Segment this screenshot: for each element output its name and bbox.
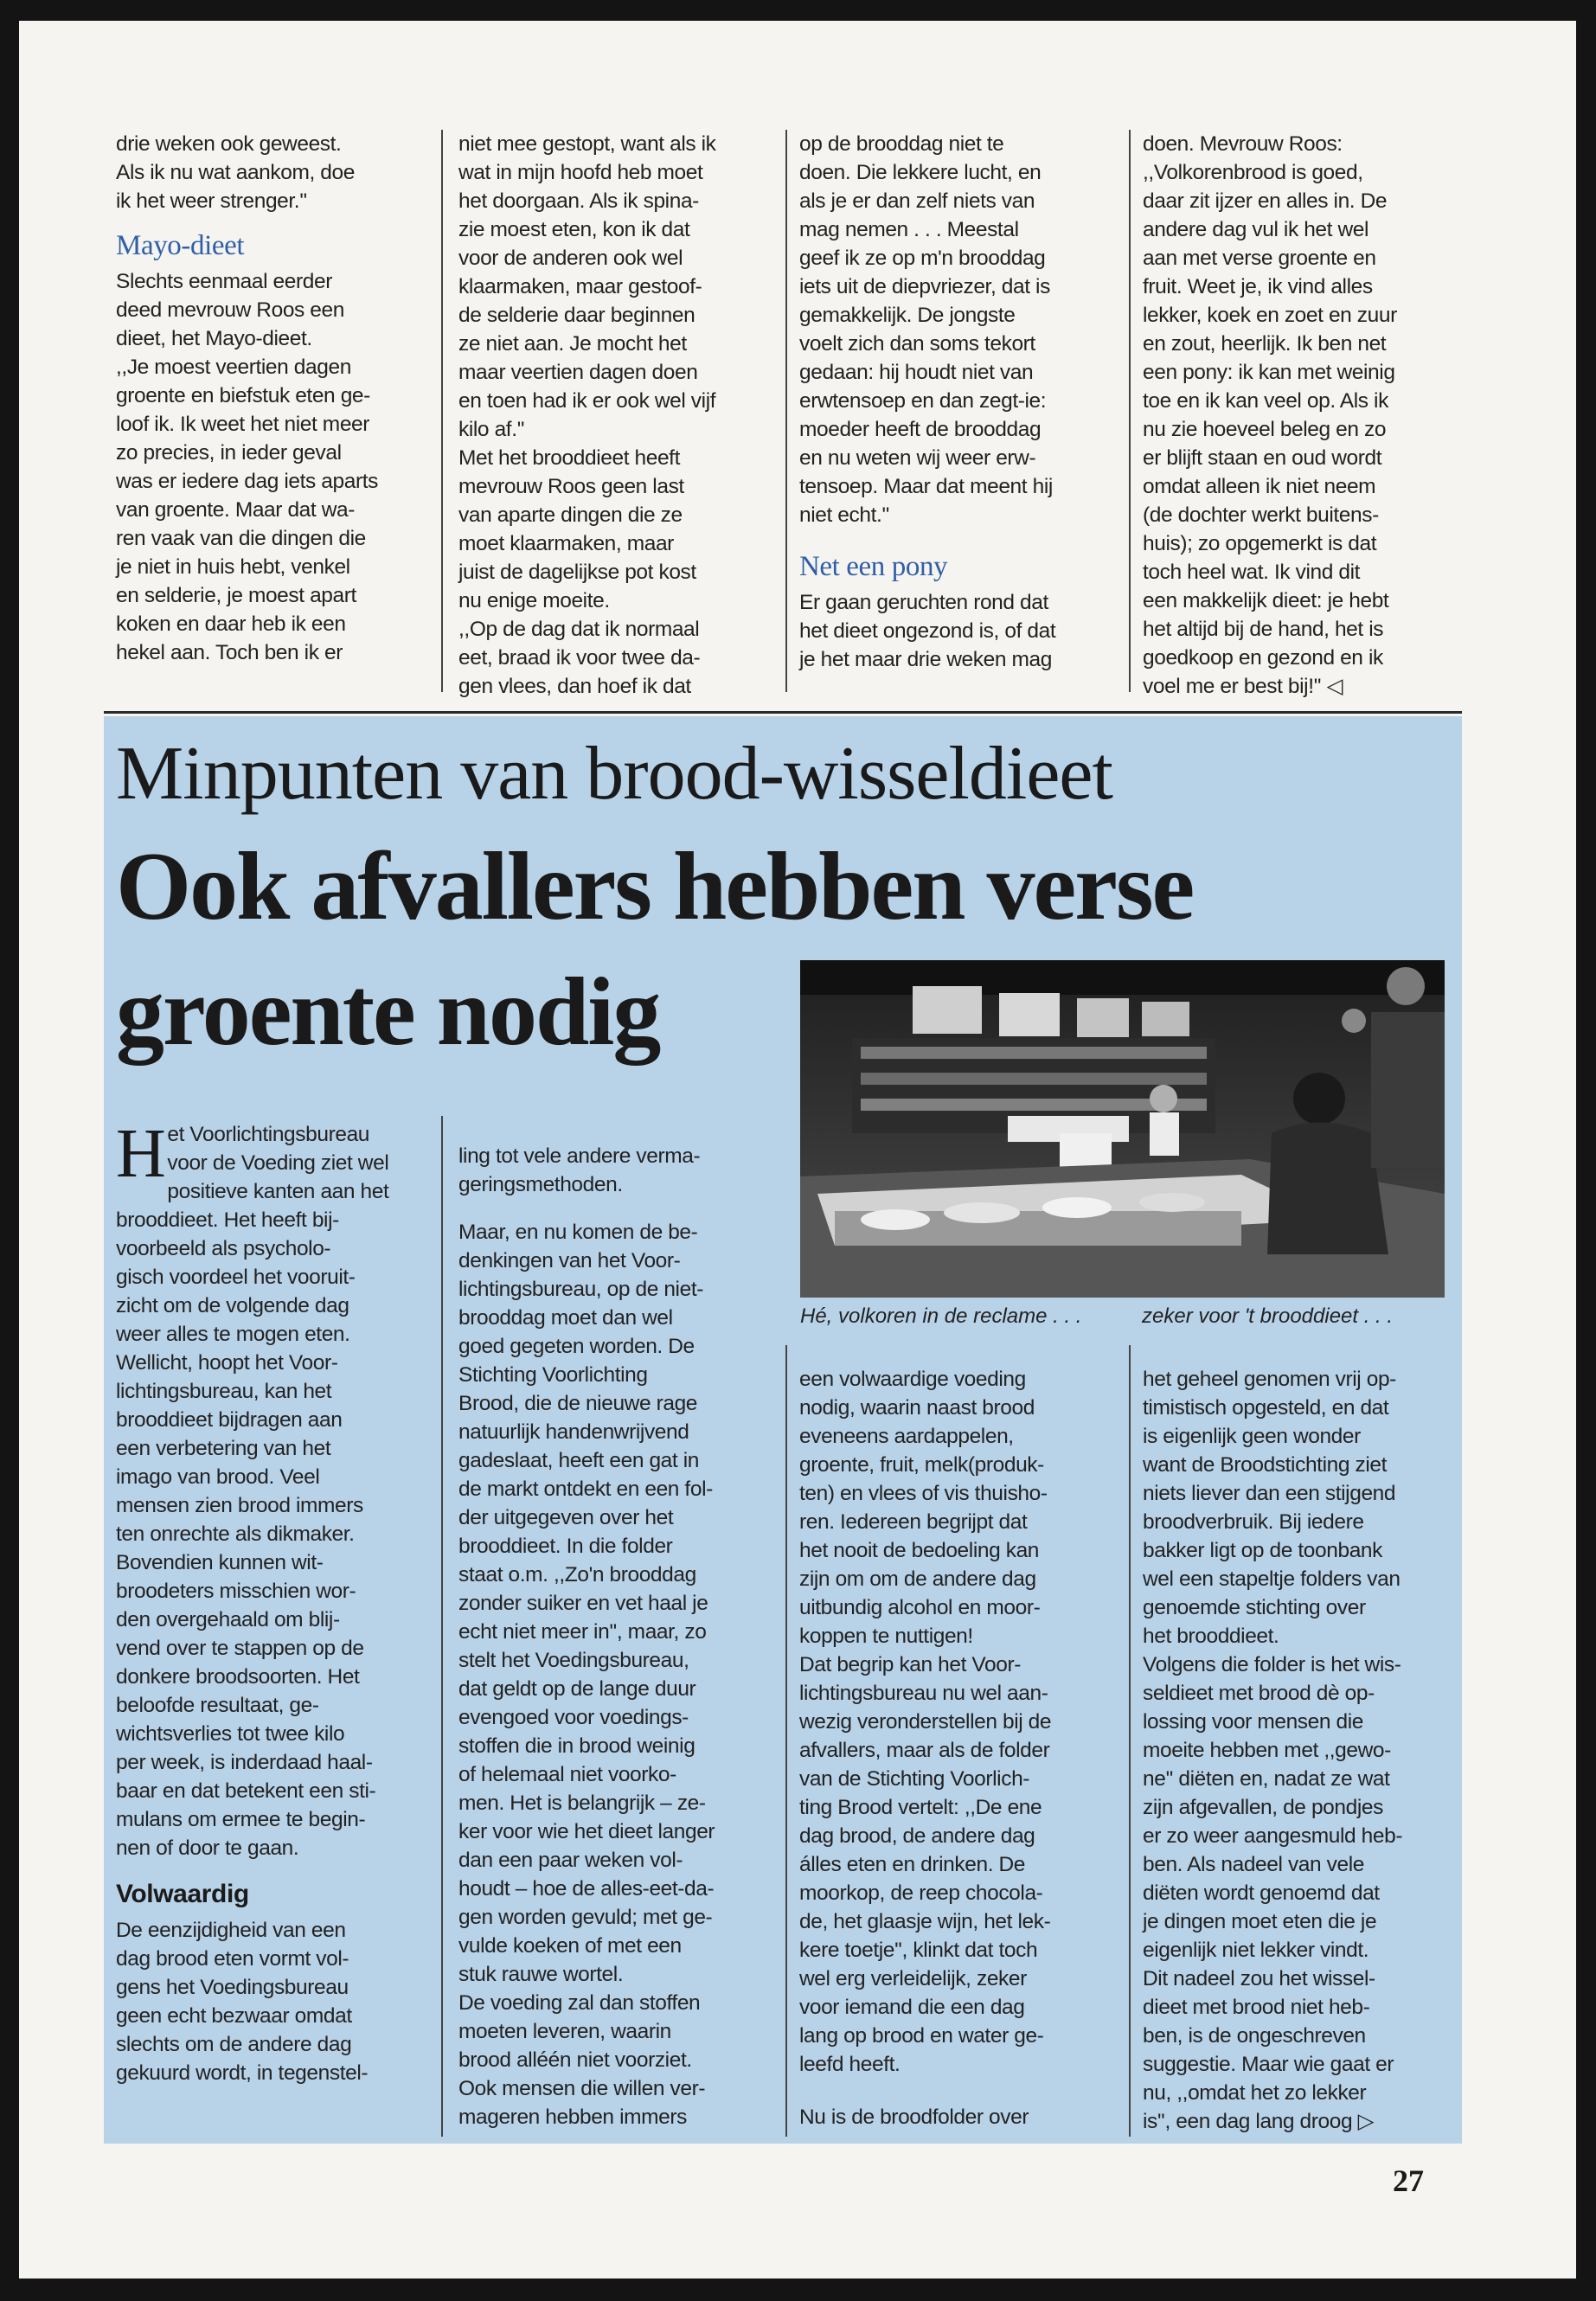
text-line: wel een stapeltje folders van (1143, 1567, 1401, 1591)
text-line: ben, is de ongeschreven (1143, 2024, 1366, 2048)
text-line: afvallers, maar als de folder (799, 1739, 1050, 1762)
text-line: niets liever dan een stijgend (1143, 1482, 1396, 1505)
text-line: lichtingsbureau nu wel aan- (799, 1682, 1048, 1705)
text-line: hekel aan. Toch ben ik er (116, 641, 343, 664)
text-line: zicht om de volgende dag (116, 1294, 349, 1317)
text-line: ben. Als nadeel van vele (1143, 1853, 1365, 1876)
text-line: houdt – hoe de alles-eet-da- (458, 1877, 715, 1900)
text-line: weer alles te mogen eten. (116, 1323, 350, 1346)
text-line: daar zit ijzer en alles in. De (1143, 189, 1388, 213)
text-line: andere dag vul ik het wel (1143, 218, 1369, 241)
text-line: juist de dagelijkse pot kost (458, 561, 696, 584)
text-line: het dieet ongezond is, of dat (799, 619, 1056, 643)
text-line: staat o.m. ,,Zo'n brooddag (458, 1563, 696, 1586)
text-line: moet klaarmaken, maar (458, 532, 674, 555)
supermarket-illustration (800, 960, 1445, 1298)
text-lines (116, 267, 378, 667)
text-line: wezig veronderstellen bij de (799, 1710, 1052, 1734)
text-line: dat geldt op de lange duur (458, 1677, 696, 1701)
feature-column-1 (116, 1116, 389, 2087)
text-line: vulde koeken of met een (458, 1934, 682, 1958)
text-line: als je er dan zelf niets van (799, 189, 1035, 213)
text-line: brooddieet. In die folder (458, 1535, 673, 1558)
text-line: klaarmaken, maar gestoof- (458, 275, 702, 298)
text-line: gedaan: hij houdt niet van (799, 361, 1034, 384)
text-line: voor de anderen ook wel (458, 247, 683, 270)
text-line: je dingen moet eten die je (1143, 1910, 1377, 1933)
text-line: ,,Volkorenbrood is goed, (1143, 161, 1363, 184)
text-line: álles eten en drinken. De (799, 1853, 1026, 1876)
text-line: zie moest eten, kon ik dat (458, 218, 690, 241)
text-line: is'', een dag lang droog ▷ (1143, 2110, 1375, 2133)
text-line: dieet, het Mayo-dieet. (116, 327, 312, 350)
text-line: was er iedere dag iets aparts (116, 470, 378, 493)
text-line: donkere broodsoorten. Het (116, 1665, 360, 1689)
text-line: mulans om ermee te begin- (116, 1808, 366, 1831)
text-lines (116, 130, 378, 215)
column-divider (441, 130, 443, 692)
drop-cap: H (116, 1116, 166, 1192)
text-line: een pony: ik kan met weinig (1143, 361, 1395, 384)
text-line: de, het glaasje wijn, het lek- (799, 1910, 1051, 1933)
text-line: De eenzijdigheid van een (116, 1919, 346, 1942)
text-line: Slechts eenmaal eerder (116, 270, 332, 293)
text-line: Wellicht, hoopt het Voor- (116, 1351, 338, 1375)
text-line: het altijd bij de hand, het is (1143, 618, 1384, 641)
text-line: erwtensoep en dan zegt-ie: (799, 389, 1047, 413)
text-line: Bovendien kunnen wit- (116, 1551, 324, 1574)
text-line: groente en biefstuk eten ge- (116, 384, 370, 407)
text-line: gisch voordeel het vooruit- (116, 1266, 356, 1289)
text-line: iets uit de diepvriezer, dat is (799, 275, 1050, 298)
text-line: kere toetje'', klinkt dat toch (799, 1939, 1038, 1962)
text-line: goed gegeten worden. De (458, 1335, 695, 1358)
text-line: natuurlijk handenwrijvend (458, 1420, 689, 1444)
text-lines (799, 588, 1055, 674)
text-line: zijn afgevallen, de pondjes (1143, 1796, 1383, 1819)
page-number: 27 (1393, 2163, 1424, 2198)
text-line: toch heel wat. Ik vind dit (1143, 561, 1361, 584)
text-line: gen vlees, dan hoef ik dat (458, 675, 691, 698)
text-line: ,,Op de dag dat ik normaal (458, 618, 700, 641)
text-line: moeten leveren, waarin (458, 2020, 671, 2043)
text-line: deed mevrouw Roos een (116, 298, 344, 322)
text-line: men. Het is belangrijk – ze- (458, 1791, 706, 1815)
text-line: bakker ligt op de toonbank (1143, 1539, 1382, 1562)
text-line: gadeslaat, heeft een gat in (458, 1449, 699, 1472)
top-column-3 (799, 130, 1055, 674)
text-line: (de dochter werkt buitens- (1143, 503, 1379, 527)
subheading-volwaardig: Volwaardig (116, 1880, 249, 1908)
text-line: het doorgaan. Als ik spina- (458, 189, 699, 213)
text-line: vend over te stappen op de (116, 1637, 364, 1660)
text-line: lichtingsbureau, op de niet- (458, 1278, 703, 1301)
text-line: een verbetering van het (116, 1437, 331, 1460)
text-line: van de Stichting Voorlich- (799, 1767, 1030, 1791)
text-line: ne'' diëten en, nadat ze wat (1143, 1767, 1390, 1791)
text-line: Maar, en nu komen de be- (458, 1221, 698, 1244)
text-line: echt niet meer in'', maar, zo (458, 1620, 707, 1644)
text-line: koppen te nuttigen! (799, 1625, 973, 1648)
text-line: positieve kanten aan het (167, 1180, 389, 1203)
text-line: groente, fruit, melk(produk- (799, 1453, 1044, 1477)
text-line: lang op brood en water ge- (799, 2024, 1044, 2048)
text-line: op de brooddag niet te (799, 132, 1004, 156)
text-line: en selderie, je moest apart (116, 584, 356, 607)
text-line: voelt zich dan soms tekort (799, 332, 1035, 356)
text-line: kilo af.'' (458, 418, 525, 441)
text-line: Nu is de broodfolder over (799, 2106, 1029, 2129)
text-line: brood alléén niet voorziet. (458, 2048, 692, 2072)
text-line: toe en ik kan veel op. Als ik (1143, 389, 1388, 413)
text-line: moeder heeft de brooddag (799, 418, 1042, 441)
text-line: eigenlijk niet lekker vindt. (1143, 1939, 1369, 1962)
text-line: Als ik nu wat aankom, doe (116, 161, 355, 184)
text-line: tensoep. Maar dat meent hij (799, 475, 1053, 498)
text-lines (116, 1116, 389, 1862)
text-line: Volgens die folder is het wis- (1143, 1653, 1401, 1676)
text-line: het geheel genomen vrij op- (1143, 1368, 1396, 1391)
text-line: ling tot vele andere verma- (458, 1144, 701, 1168)
column-divider (1129, 1345, 1131, 2137)
text-line: broodeters misschien wor- (116, 1580, 356, 1603)
text-line: Ook mensen die willen ver- (458, 2077, 706, 2100)
text-line: wichtsverlies tot twee kilo (116, 1722, 345, 1746)
feature-kicker: Minpunten van brood-wisseldieet (116, 732, 1112, 816)
text-line: de markt ontdekt en een fol- (458, 1477, 713, 1501)
text-line: stelt het Voedingsbureau, (458, 1649, 689, 1672)
text-lines (458, 1218, 715, 2131)
text-line: timistisch opgesteld, en dat (1143, 1396, 1389, 1420)
text-line: er zo weer aangesmuld heb- (1143, 1824, 1403, 1848)
text-line: ren vaak van die dingen die (116, 527, 366, 550)
text-line: nen of door te gaan. (116, 1836, 299, 1860)
text-line: Dit nadeel zou het wissel- (1143, 1967, 1375, 1990)
text-line: der uitgegeven over het (458, 1506, 674, 1529)
text-line: baar en dat betekent een sti- (116, 1779, 376, 1803)
text-line: ze niet aan. Je mocht het (458, 332, 687, 356)
text-line: ting Brood vertelt: ,,De ene (799, 1796, 1042, 1819)
text-line: gemakkelijk. De jongste (799, 304, 1016, 327)
text-line: imago van brood. Veel (116, 1465, 320, 1489)
top-column-4 (1143, 130, 1397, 701)
text-line: wel erg verleidelijk, zeker (799, 1967, 1027, 1990)
text-lines (116, 1916, 375, 2087)
feature-title-line-1: Ook afvallers hebben verse (116, 833, 1194, 940)
text-line: koken en daar heb ik een (116, 612, 346, 636)
text-line: voel me er best bij!'' ◁ (1143, 675, 1343, 698)
text-line: denkingen van het Voor- (458, 1249, 681, 1272)
text-lines (1143, 130, 1397, 701)
text-line: geringsmethoden. (458, 1173, 623, 1196)
text-line: mevrouw Roos geen last (458, 475, 684, 498)
text-line: doen. Die lekkere lucht, en (799, 161, 1042, 184)
text-lines (799, 2103, 1051, 2131)
text-line: dag brood, de andere dag (799, 1824, 1035, 1848)
text-line: De voeding zal dan stoffen (458, 1991, 701, 2015)
text-line: want de Broodstichting ziet (1143, 1453, 1388, 1477)
paragraph-gap (458, 1199, 715, 1218)
text-line: Er gaan geruchten rond dat (799, 591, 1048, 614)
text-line: een volwaardige voeding (799, 1368, 1026, 1391)
caption-left: Hé, volkoren in de reclame . . . (800, 1304, 1082, 1328)
top-column-2 (458, 130, 716, 701)
text-line: zonder suiker en vet haal je (458, 1592, 708, 1615)
text-line: lekker, koek en zoet en zuur (1143, 304, 1397, 327)
text-line: voorbeeld als psycholo- (116, 1237, 331, 1260)
text-line: slechts om de andere dag (116, 2033, 352, 2056)
text-lines (458, 130, 716, 701)
text-line: en zout, heerlijk. Ik ben net (1143, 332, 1387, 356)
text-line: loof ik. Ik weet het niet meer (116, 413, 370, 436)
text-line: nodig, waarin naast brood (799, 1396, 1035, 1420)
text-line: je niet in huis hebt, venkel (116, 555, 350, 579)
text-line: brooddieet bijdragen aan (116, 1408, 343, 1432)
text-line: per week, is inderdaad haal- (116, 1751, 373, 1774)
text-line: ik het weer strenger.'' (116, 189, 307, 213)
feature-column-2 (458, 1142, 715, 2131)
text-line: het nooit de bedoeling kan (799, 1539, 1040, 1562)
text-line: het brooddieet. (1143, 1625, 1279, 1648)
text-line: fruit. Weet je, ik vind alles (1143, 275, 1373, 298)
caption-right: zeker voor 't brooddieet . . . (1142, 1304, 1394, 1328)
text-line: huis); zo opgemerkt is dat (1143, 532, 1377, 555)
text-line: eet, braad ik voor twee da- (458, 646, 701, 670)
text-line: brooddag moet dan wel (458, 1306, 673, 1330)
text-line: Brood, die de nieuwe rage (458, 1392, 698, 1415)
text-line: beloofde resultaat, ge- (116, 1694, 319, 1717)
text-line: stuk rauwe wortel. (458, 1963, 624, 1986)
text-lines (799, 1365, 1051, 2079)
supermarket-photo (800, 960, 1445, 1298)
text-lines (458, 1142, 715, 1199)
photo-caption (800, 1303, 1445, 1330)
text-line: evengoed voor voedings- (458, 1706, 689, 1729)
text-line: voor de Voeding ziet wel (167, 1151, 389, 1175)
text-line: of helemaal niet voorko- (458, 1763, 676, 1786)
text-line: lossing voor mensen die (1143, 1710, 1364, 1734)
text-line: ten) en vlees of vis thuisho- (799, 1482, 1048, 1505)
text-line: dieet met brood niet heb- (1143, 1996, 1370, 2019)
paragraph-gap (799, 2079, 1051, 2103)
text-line: geef ik ze op m'n brooddag (799, 247, 1046, 270)
text-line: er blijft staan en oud wordt (1143, 446, 1382, 470)
text-line: dag brood eten vormt vol- (116, 1947, 349, 1971)
text-line: Met het brooddieet heeft (458, 446, 681, 470)
text-line: lichtingsbureau, kan het (116, 1380, 332, 1403)
text-line: Dat begrip kan het Voor- (799, 1653, 1021, 1676)
text-line: niet echt.'' (799, 503, 889, 527)
text-line: doen. Mevrouw Roos: (1143, 132, 1343, 156)
text-line: voor iemand die een dag (799, 1996, 1025, 2019)
text-line: wat in mijn hoofd heb moet (458, 161, 703, 184)
text-lines (1143, 1365, 1402, 2136)
feature-column-4 (1143, 1365, 1402, 2136)
feature-title-line-2: groente nodig (116, 958, 660, 1066)
text-line: ren. Iedereen begrijpt dat (799, 1510, 1028, 1534)
column-divider (785, 1345, 787, 2137)
text-line: en toen had ik er ook wel vijf (458, 389, 716, 413)
text-line: et Voorlichtingsbureau (167, 1123, 370, 1146)
text-line: ,,Je moest veertien dagen (116, 356, 351, 379)
text-line: een makkelijk dieet: je hebt (1143, 589, 1389, 612)
text-line: zijn om om de andere dag (799, 1567, 1036, 1591)
text-line: suggestie. Maar wie gaat er (1143, 2053, 1394, 2076)
text-line: Stichting Voorlichting (458, 1363, 648, 1387)
subheading-net-een-pony: Net een pony (799, 551, 948, 582)
text-line: nu, ,,omdat het zo lekker (1143, 2081, 1367, 2105)
subheading-mayo-dieet: Mayo-dieet (116, 230, 245, 261)
text-line: broodverbruik. Bij iedere (1143, 1510, 1364, 1534)
text-line: ker voor wie het dieet langer (458, 1820, 715, 1843)
text-line: brooddieet. Het heeft bij- (116, 1208, 339, 1232)
text-line: niet mee gestopt, want als ik (458, 132, 716, 156)
text-line: moeite hebben met ,,gewo- (1143, 1739, 1391, 1762)
text-line: ten onrechte als dikmaker. (116, 1522, 355, 1546)
section-separator (104, 711, 1462, 714)
text-line: uitbundig alcohol en moor- (799, 1596, 1041, 1619)
text-line: mageren hebben immers (458, 2106, 687, 2129)
text-line: leefd heeft. (799, 2053, 901, 2076)
text-line: is eigenlijk geen wonder (1143, 1425, 1361, 1448)
text-line: gen worden gevuld; met ge- (458, 1906, 713, 1929)
column-divider (785, 130, 787, 692)
text-lines (799, 130, 1055, 529)
text-line: stoffen die in brood weinig (458, 1734, 695, 1758)
text-line: zo precies, in ieder geval (116, 441, 342, 465)
text-line: nu enige moeite. (458, 589, 610, 612)
text-line: je het maar drie weken mag (799, 648, 1052, 671)
text-line: nu zie hoeveel beleg en zo (1143, 418, 1387, 441)
text-line: goedkoop en gezond en ik (1143, 646, 1383, 670)
text-line: diëten wordt genoemd dat (1143, 1881, 1380, 1905)
text-line: drie weken ook geweest. (116, 132, 342, 156)
text-line: omdat alleen ik niet neem (1143, 475, 1376, 498)
text-line: gens het Voedingsbureau (116, 1976, 349, 1999)
text-line: seldieet met brood dè op- (1143, 1682, 1375, 1705)
text-line: mag nemen . . . Meestal (799, 218, 1019, 241)
text-line: maar veertien dagen doen (458, 361, 698, 384)
text-line: moorkop, de reep chocola- (799, 1881, 1043, 1905)
text-line: eveneens aardappelen, (799, 1425, 1014, 1448)
column-divider (1129, 130, 1131, 692)
text-line: van groente. Maar dat wa- (116, 498, 355, 522)
text-line: mensen zien brood immers (116, 1494, 363, 1517)
text-line: dan een paar weken vol- (458, 1849, 683, 1872)
text-line: de selderie daar beginnen (458, 304, 695, 327)
text-line: geen echt bezwaar omdat (116, 2004, 352, 2028)
text-line: aan met verse groente en (1143, 247, 1376, 270)
text-line: den overgehaald om blij- (116, 1608, 340, 1631)
text-line: en nu weten wij weer erw- (799, 446, 1036, 470)
text-line: van aparte dingen die ze (458, 503, 683, 527)
text-line: gekuurd wordt, in tegenstel- (116, 2061, 369, 2085)
text-line: genoemde stichting over (1143, 1596, 1366, 1619)
top-column-1 (116, 130, 378, 667)
column-divider (441, 1116, 443, 2137)
feature-column-3 (799, 1365, 1051, 2131)
